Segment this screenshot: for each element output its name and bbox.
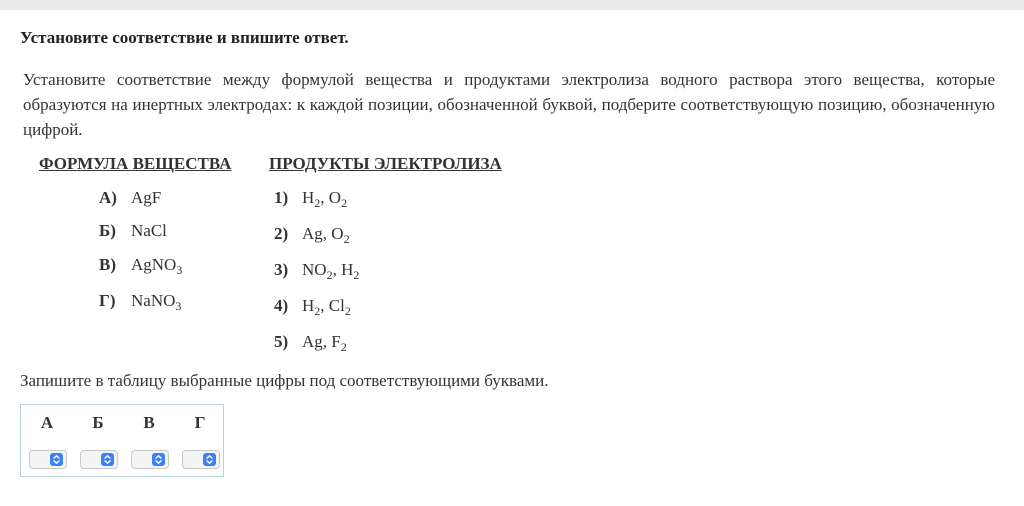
left-item-formula: AgNO$_3$ [131,255,183,277]
right-item-label: 5) [274,332,289,351]
answer-select-a[interactable] [29,450,67,469]
right-column-header: ПРОДУКТЫ ЭЛЕКТРОЛИЗА [269,154,502,173]
right-item-1 [274,188,347,211]
top-bar [0,0,1024,10]
task-title: Установите соответствие и впишите ответ. [20,28,349,47]
up-down-chevron-icon [152,453,165,466]
right-item-label: 4) [274,296,289,315]
up-down-chevron-icon [50,453,63,466]
left-item-g [99,291,181,314]
question-text: Установите соответствие между формулой вещества и продуктами электролиза водного раствора этого вещества, которые образуются на инертных электродах: к каждой позиции, обозначенной буквой, подберите соответствующую позицию, обозначенную цифрой. [23,70,995,139]
answer-header-b: Б [92,413,104,432]
answer-header-a: А [40,413,54,432]
right-item-products: $H_2$, $Cl_2$ [302,296,351,318]
left-item-formula: NaNO$_3$ [131,291,182,313]
left-item-v [99,255,182,278]
right-item-4 [274,296,351,319]
left-item-formula: AgF [131,188,162,207]
left-column-header: ФОРМУЛА ВЕЩЕСТВА [39,154,232,173]
right-item-products: Ag, $O_2$ [302,224,350,246]
left-item-label: Г) [99,291,116,310]
right-item-products: Ag, $F_2$ [302,332,347,354]
left-item-label: Б) [99,221,116,240]
left-item-label: А) [99,188,117,207]
right-item-label: 1) [274,188,289,207]
up-down-chevron-icon [101,453,114,466]
answer-select-g[interactable] [182,450,220,469]
answer-select-v[interactable] [131,450,169,469]
right-item-label: 2) [274,224,289,243]
left-item-label: В) [99,255,116,274]
answer-table [20,404,224,477]
answer-header-g: Г [194,413,206,432]
left-item-b [99,221,167,241]
right-item-label: 3) [274,260,289,279]
answer-header-v: В [143,413,155,432]
instruction-text: Запишите в таблицу выбранные цифры под соответствующими буквами. [20,371,549,390]
right-item-products: $NO_2$, $H_2$ [302,260,360,282]
right-item-products: $H_2$, $O_2$ [302,188,348,210]
right-item-3 [274,260,359,283]
answer-select-b[interactable] [80,450,118,469]
up-down-chevron-icon [203,453,216,466]
left-item-formula: NaCl [131,221,167,240]
left-item-a [99,188,161,208]
right-item-2 [274,224,350,247]
right-item-5 [274,332,347,355]
